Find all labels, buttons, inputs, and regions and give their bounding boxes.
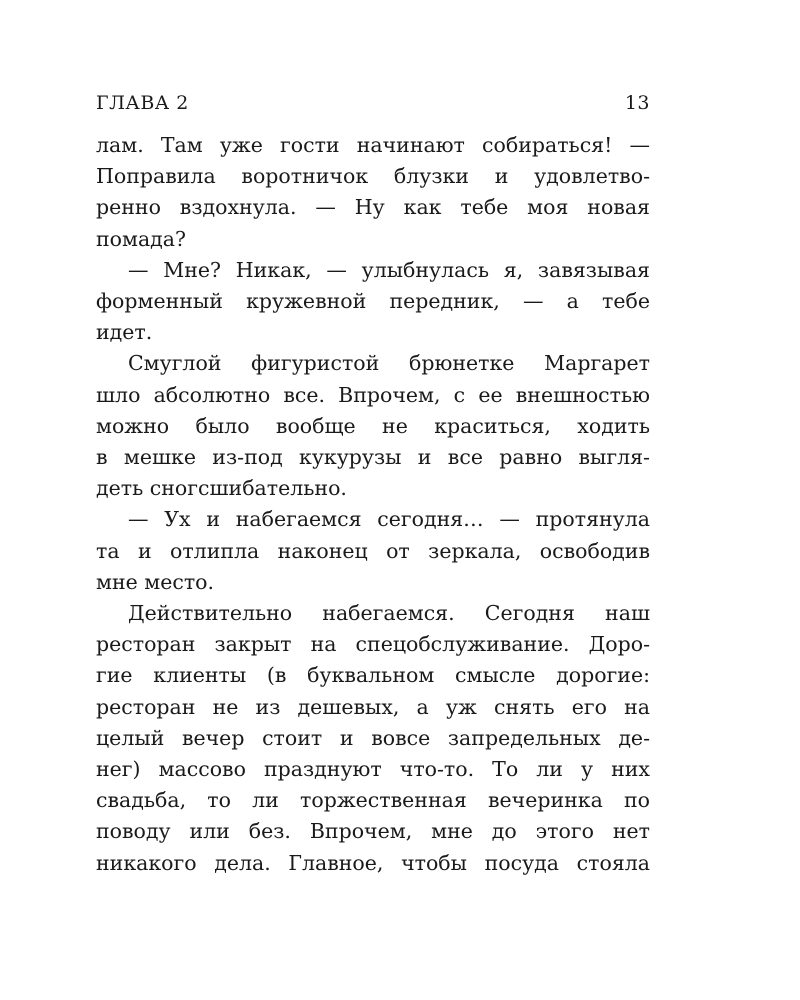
text-line: мне место. <box>96 569 215 594</box>
text-line: поводу или без. Впрочем, мне до этого нет <box>96 819 650 844</box>
text-line: та и отлипла наконец от зеркала, освободив <box>96 538 650 563</box>
text-line: целый вечер стоит и вовсе запредельных де- <box>96 725 650 750</box>
text-line: — Ух и набегаемся сегодня… — протянула <box>128 507 650 532</box>
running-header <box>96 92 650 122</box>
text-line: форменный кружевной передник, — а тебе <box>96 289 650 314</box>
body-text <box>96 130 650 879</box>
text-line: никакого дела. Главное, чтобы посуда стояла <box>96 850 650 875</box>
text-line: ресторан закрыт на спецобслуживание. Доро- <box>96 632 650 657</box>
text-line: — Мне? Никак, — улыбнулась я, завязывая <box>128 257 650 282</box>
text-line: идет. <box>96 320 153 345</box>
text-line: нег) массово празднуют что-то. То ли у них <box>96 757 650 782</box>
text-line: ресторан не из дешевых, а уж снять его на <box>96 694 650 719</box>
text-line: деть сногсшибательно. <box>96 476 347 501</box>
text-line: шло абсолютно все. Впрочем, с ее внешностью <box>96 382 650 407</box>
text-line: помада? <box>96 226 187 251</box>
text-line: можно было вообще не краситься, ходить <box>96 413 650 438</box>
chapter-title: ГЛАВА 2 <box>96 92 189 114</box>
text-line: Поправила воротничок блузки и удовлетво- <box>96 164 650 189</box>
text-line: лам. Там уже гости начинают собираться! — <box>96 133 650 157</box>
text-line: в мешке из-под кукурузы и все равно выгля- <box>96 445 650 470</box>
text-line: Действительно набегаемся. Сегодня наш <box>128 601 650 626</box>
text-line: свадьба, то ли торжественная вечеринка по <box>96 788 650 813</box>
page-number: 13 <box>624 92 650 114</box>
text-line: Смуглой фигуристой брюнетке Маргарет <box>128 351 650 376</box>
text-line: гие клиенты (в буквальном смысле дорогие: <box>96 663 650 688</box>
book-page <box>96 92 650 879</box>
text-line: ренно вздохнула. — Ну как тебе моя новая <box>96 195 650 220</box>
